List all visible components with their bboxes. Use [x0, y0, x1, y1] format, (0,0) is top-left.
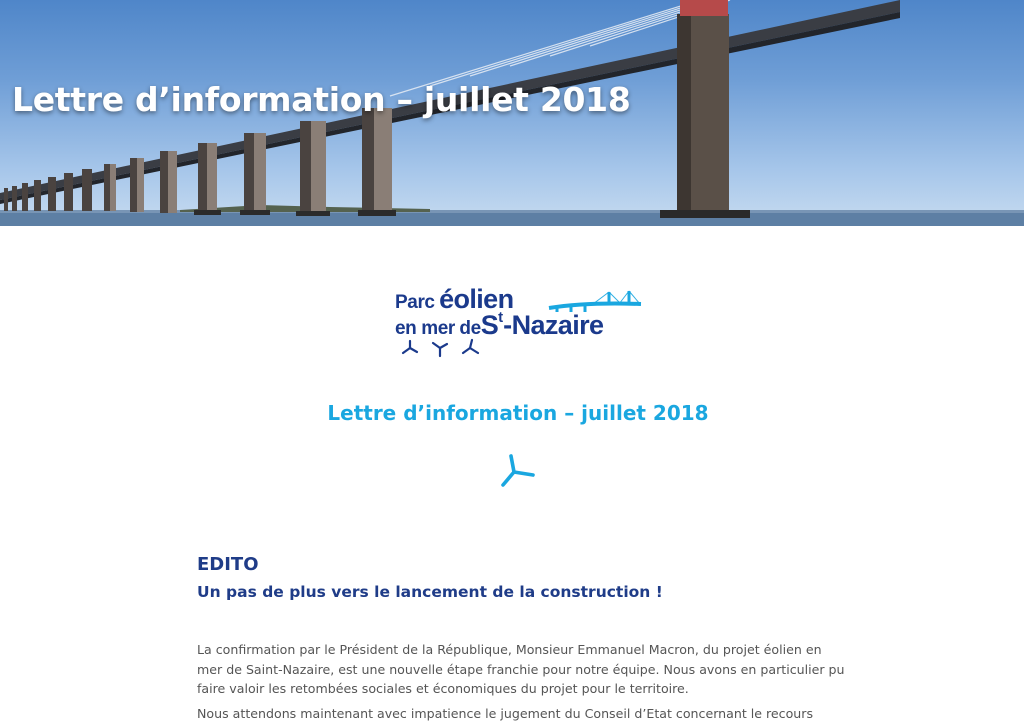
edito-subheading: Un pas de plus vers le lancement de la construction !: [197, 583, 663, 601]
wind-turbine-icon: [496, 453, 540, 491]
edito-paragraph-2: Nous attendons maintenant avec impatience le jugement du Conseil d’Etat concernant le recours: [197, 706, 814, 721]
hero-banner: [0, 0, 1024, 226]
logo-word-de: de: [459, 318, 481, 339]
hero-title: Lettre d’information – juillet 2018: [12, 80, 631, 119]
edito-heading: EDITO: [197, 554, 259, 575]
parc-eolien-logo: [392, 282, 652, 362]
bridge-icon: [547, 288, 643, 314]
logo-word-en-mer: en mer: [395, 318, 455, 339]
logo-word-st: S: [480, 310, 499, 340]
logo-word-nazaire: -Nazaire: [503, 310, 604, 340]
edito-paragraph-1: La confirmation par le Président de la République, Monsieur Emmanuel Macron, du projet éolien en mer de Saint-Nazaire, est une nouvelle étape franchie pour notre équipe. Nous avons en particulier pu faire valoir les retombées sociales et économiques du projet pour le territoire.: [197, 642, 845, 696]
logo-word-eolien: éolien: [439, 284, 514, 314]
logo-word-st-sup: t: [498, 309, 504, 326]
newsletter-title: Lettre d’information – juillet 2018: [327, 401, 709, 425]
wind-turbine-icon: [398, 338, 488, 358]
logo-word-parc: Parc: [395, 292, 435, 313]
